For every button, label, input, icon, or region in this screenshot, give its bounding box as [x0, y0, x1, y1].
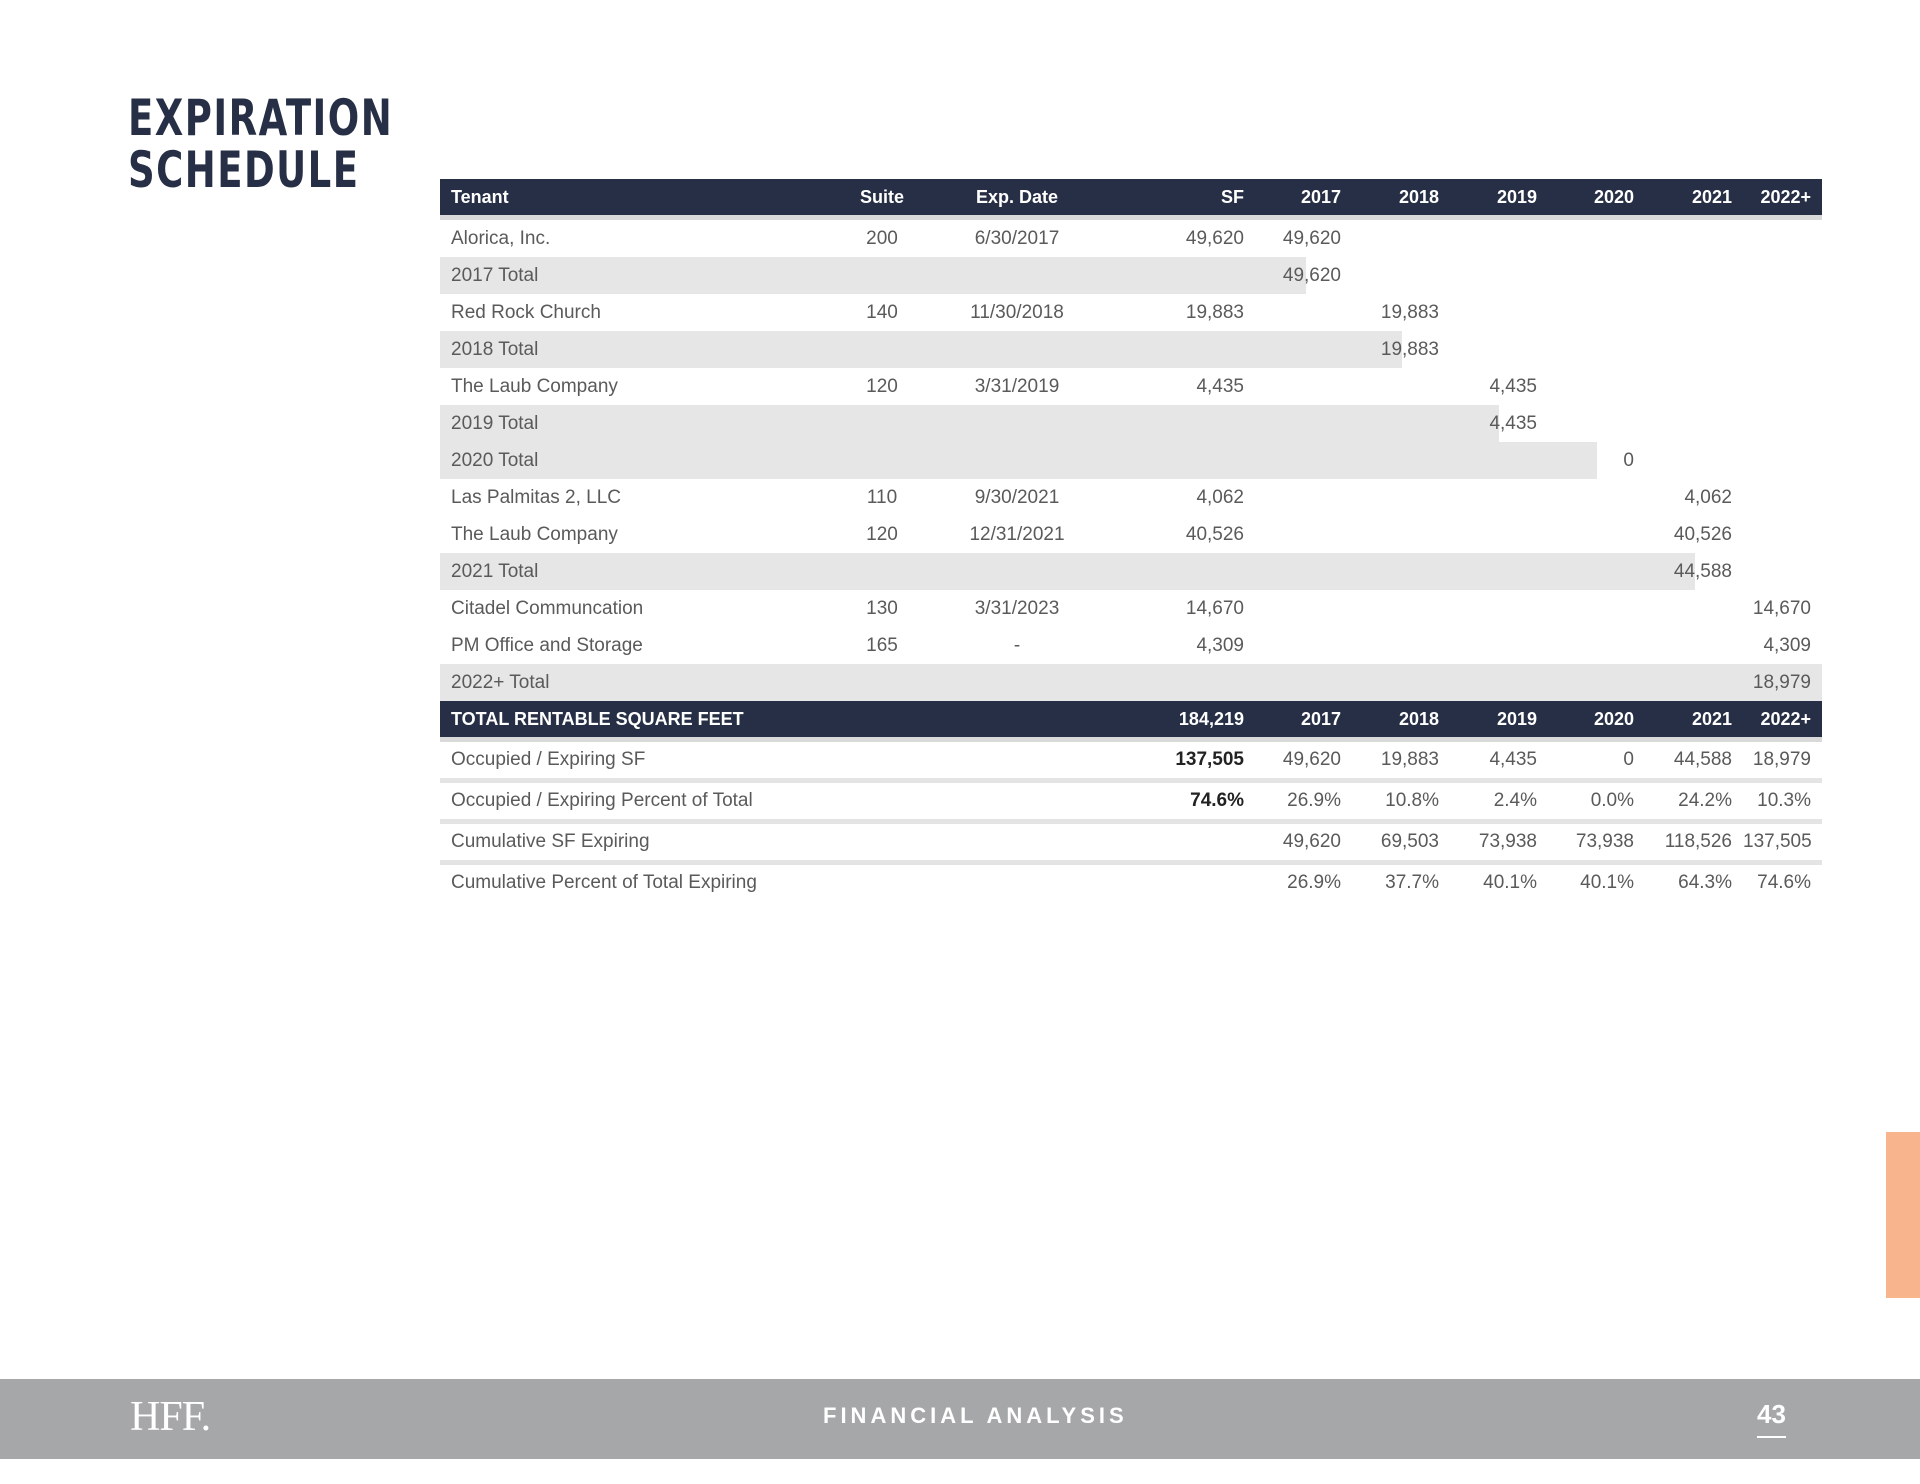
title-line-1: EXPIRATION: [128, 89, 394, 147]
cell-y21: 44,588: [1673, 561, 1732, 582]
table-row: [440, 479, 1822, 516]
summary-cell-y19: 2.4%: [1493, 790, 1537, 811]
cell-tenant: Red Rock Church: [451, 302, 601, 323]
summary-header-2020: 2020: [1593, 709, 1634, 729]
summary-cell-y22: 74.6%: [1757, 872, 1811, 893]
cell-y18: 19,883: [1380, 339, 1439, 360]
summary-row: [440, 865, 1822, 901]
hff-logo: HFF.: [130, 1394, 211, 1440]
summary-header-2018: 2018: [1398, 709, 1439, 729]
table-body: [440, 220, 1822, 701]
cell-y18: 19,883: [1380, 302, 1439, 323]
cell-tenant: Citadel Communcation: [451, 598, 644, 619]
cell-sf: 4,062: [1196, 487, 1244, 508]
cell-y20: 0: [1623, 450, 1634, 471]
total-row: [440, 257, 1822, 294]
summary-cell-y20: 40.1%: [1580, 872, 1634, 893]
summary-cell-tenant: Occupied / Expiring Percent of Total: [451, 790, 753, 811]
summary-cell-tenant: Cumulative Percent of Total Expiring: [451, 872, 757, 893]
summary-row: [440, 783, 1822, 824]
summary-cell-y17: 49,620: [1282, 749, 1341, 770]
summary-cell-y18: 37.7%: [1385, 872, 1439, 893]
footer-section-title: FINANCIAL ANALYSIS: [823, 1403, 1128, 1428]
col-header-sf: SF: [1220, 187, 1244, 207]
summary-header-2019: 2019: [1496, 709, 1537, 729]
cell-exp: -: [1013, 635, 1021, 656]
summary-body: [440, 742, 1822, 901]
summary-cell-y21: 118,526: [1664, 831, 1732, 852]
summary-cell-sf: [1102, 824, 1255, 860]
cell-sf: 40,526: [1185, 524, 1244, 545]
summary-cell-y19: 40.1%: [1483, 872, 1537, 893]
cell-suite: 165: [866, 635, 898, 656]
summary-cell-sf: 74.6%: [1190, 790, 1244, 811]
cell-y22: 18,979: [1752, 672, 1811, 693]
summary-cell-y20: 0: [1623, 749, 1634, 770]
summary-cell-y22: 18,979: [1752, 749, 1811, 770]
cell-y17: 49,620: [1282, 228, 1341, 249]
cell-tenant: 2018 Total: [451, 339, 539, 360]
summary-cell-sf: 137,505: [1175, 749, 1244, 770]
summary-header-2022-plus: 2022+: [1760, 709, 1811, 729]
col-header-2020: 2020: [1593, 187, 1634, 207]
total-rsf-label: TOTAL RENTABLE SQUARE FEET: [451, 709, 744, 729]
cell-tenant: Las Palmitas 2, LLC: [451, 487, 622, 508]
total-row: [440, 442, 1822, 479]
cell-sf: 49,620: [1185, 228, 1244, 249]
table-row: [440, 220, 1822, 257]
summary-cell-y18: 19,883: [1380, 749, 1439, 770]
cell-exp: 3/31/2023: [974, 598, 1060, 619]
total-rsf-value: 184,219: [1178, 709, 1244, 729]
cell-sf: 4,435: [1196, 376, 1244, 397]
cell-exp: 11/30/2018: [970, 302, 1064, 323]
table-row: [440, 627, 1822, 664]
table-row: [440, 590, 1822, 627]
page-number: 43: [1757, 1399, 1786, 1438]
cell-suite: 110: [866, 487, 898, 508]
summary-cell-tenant: Cumulative SF Expiring: [451, 831, 650, 852]
col-header-2021: 2021: [1691, 187, 1732, 207]
summary-cell-y22: 10.3%: [1757, 790, 1811, 811]
summary-header: [440, 701, 1822, 742]
cell-tenant: The Laub Company: [451, 376, 618, 397]
cell-tenant: 2017 Total: [451, 265, 539, 286]
col-header-exp-date: Exp. Date: [975, 187, 1059, 207]
summary-cell-y20: 73,938: [1575, 831, 1634, 852]
cell-y22: 14,670: [1752, 598, 1811, 619]
cell-sf: 4,309: [1196, 635, 1244, 656]
cell-tenant: 2019 Total: [451, 413, 539, 434]
cell-tenant: PM Office and Storage: [451, 635, 643, 656]
summary-cell-y20: 0.0%: [1590, 790, 1634, 811]
cell-sf: 14,670: [1185, 598, 1244, 619]
summary-cell-y18: 10.8%: [1385, 790, 1439, 811]
col-header-2017: 2017: [1300, 187, 1341, 207]
cell-suite: 140: [866, 302, 898, 323]
cell-tenant: 2022+ Total: [451, 672, 550, 693]
cell-suite: 200: [866, 228, 898, 249]
col-header-2022-plus: 2022+: [1760, 187, 1811, 207]
cell-y19: 4,435: [1489, 376, 1537, 397]
summary-header-2017: 2017: [1300, 709, 1341, 729]
cell-exp: 6/30/2017: [974, 228, 1060, 249]
cell-tenant: The Laub Company: [451, 524, 618, 545]
summary-cell-y19: 73,938: [1478, 831, 1537, 852]
summary-cell-y17: 49,620: [1282, 831, 1341, 852]
total-row: [440, 553, 1822, 590]
cell-sf: 19,883: [1185, 302, 1244, 323]
table-row: [440, 294, 1822, 331]
cell-exp: 12/31/2021: [969, 524, 1065, 545]
summary-cell-y19: 4,435: [1489, 749, 1537, 770]
cell-y21: 40,526: [1673, 524, 1732, 545]
cell-tenant: 2020 Total: [451, 450, 539, 471]
summary-cell-y17: 26.9%: [1287, 790, 1341, 811]
cell-exp: 3/31/2019: [974, 376, 1060, 397]
summary-cell-y22: 137,505: [1743, 831, 1812, 852]
summary-cell-y21: 24.2%: [1678, 790, 1732, 811]
summary-cell-y21: 64.3%: [1678, 872, 1732, 893]
cell-y22: 4,309: [1763, 635, 1811, 656]
table-row: [440, 368, 1822, 405]
summary-row: [440, 824, 1822, 865]
total-row: [440, 664, 1822, 701]
cell-suite: 120: [866, 524, 898, 545]
page-title: [128, 89, 394, 199]
table-header: [440, 179, 1822, 220]
summary-cell-y17: 26.9%: [1287, 872, 1341, 893]
summary-cell-y18: 69,503: [1380, 831, 1439, 852]
cell-y17: 49,620: [1282, 265, 1341, 286]
title-line-2: SCHEDULE: [128, 141, 360, 199]
cell-tenant: 2021 Total: [451, 561, 539, 582]
summary-header-2021: 2021: [1691, 709, 1732, 729]
summary-cell-y21: 44,588: [1673, 749, 1732, 770]
col-header-tenant: Tenant: [451, 187, 509, 207]
col-header-2019: 2019: [1496, 187, 1537, 207]
total-row: [440, 331, 1822, 368]
expiration-schedule-table: [440, 179, 1822, 901]
cell-suite: 120: [866, 376, 898, 397]
summary-row: [440, 742, 1822, 783]
summary-cell-tenant: Occupied / Expiring SF: [451, 749, 646, 770]
cell-y19: 4,435: [1489, 413, 1537, 434]
col-header-suite: Suite: [859, 187, 904, 207]
cell-suite: 130: [866, 598, 898, 619]
cell-y21: 4,062: [1684, 487, 1732, 508]
summary-cell-sf: [1102, 865, 1255, 901]
section-tab: [1886, 1132, 1920, 1298]
table-row: [440, 516, 1822, 553]
footer-bar: [0, 1379, 1920, 1459]
total-row: [440, 405, 1822, 442]
cell-tenant: Alorica, Inc.: [451, 228, 551, 249]
col-header-2018: 2018: [1398, 187, 1439, 207]
cell-exp: 9/30/2021: [974, 487, 1060, 508]
